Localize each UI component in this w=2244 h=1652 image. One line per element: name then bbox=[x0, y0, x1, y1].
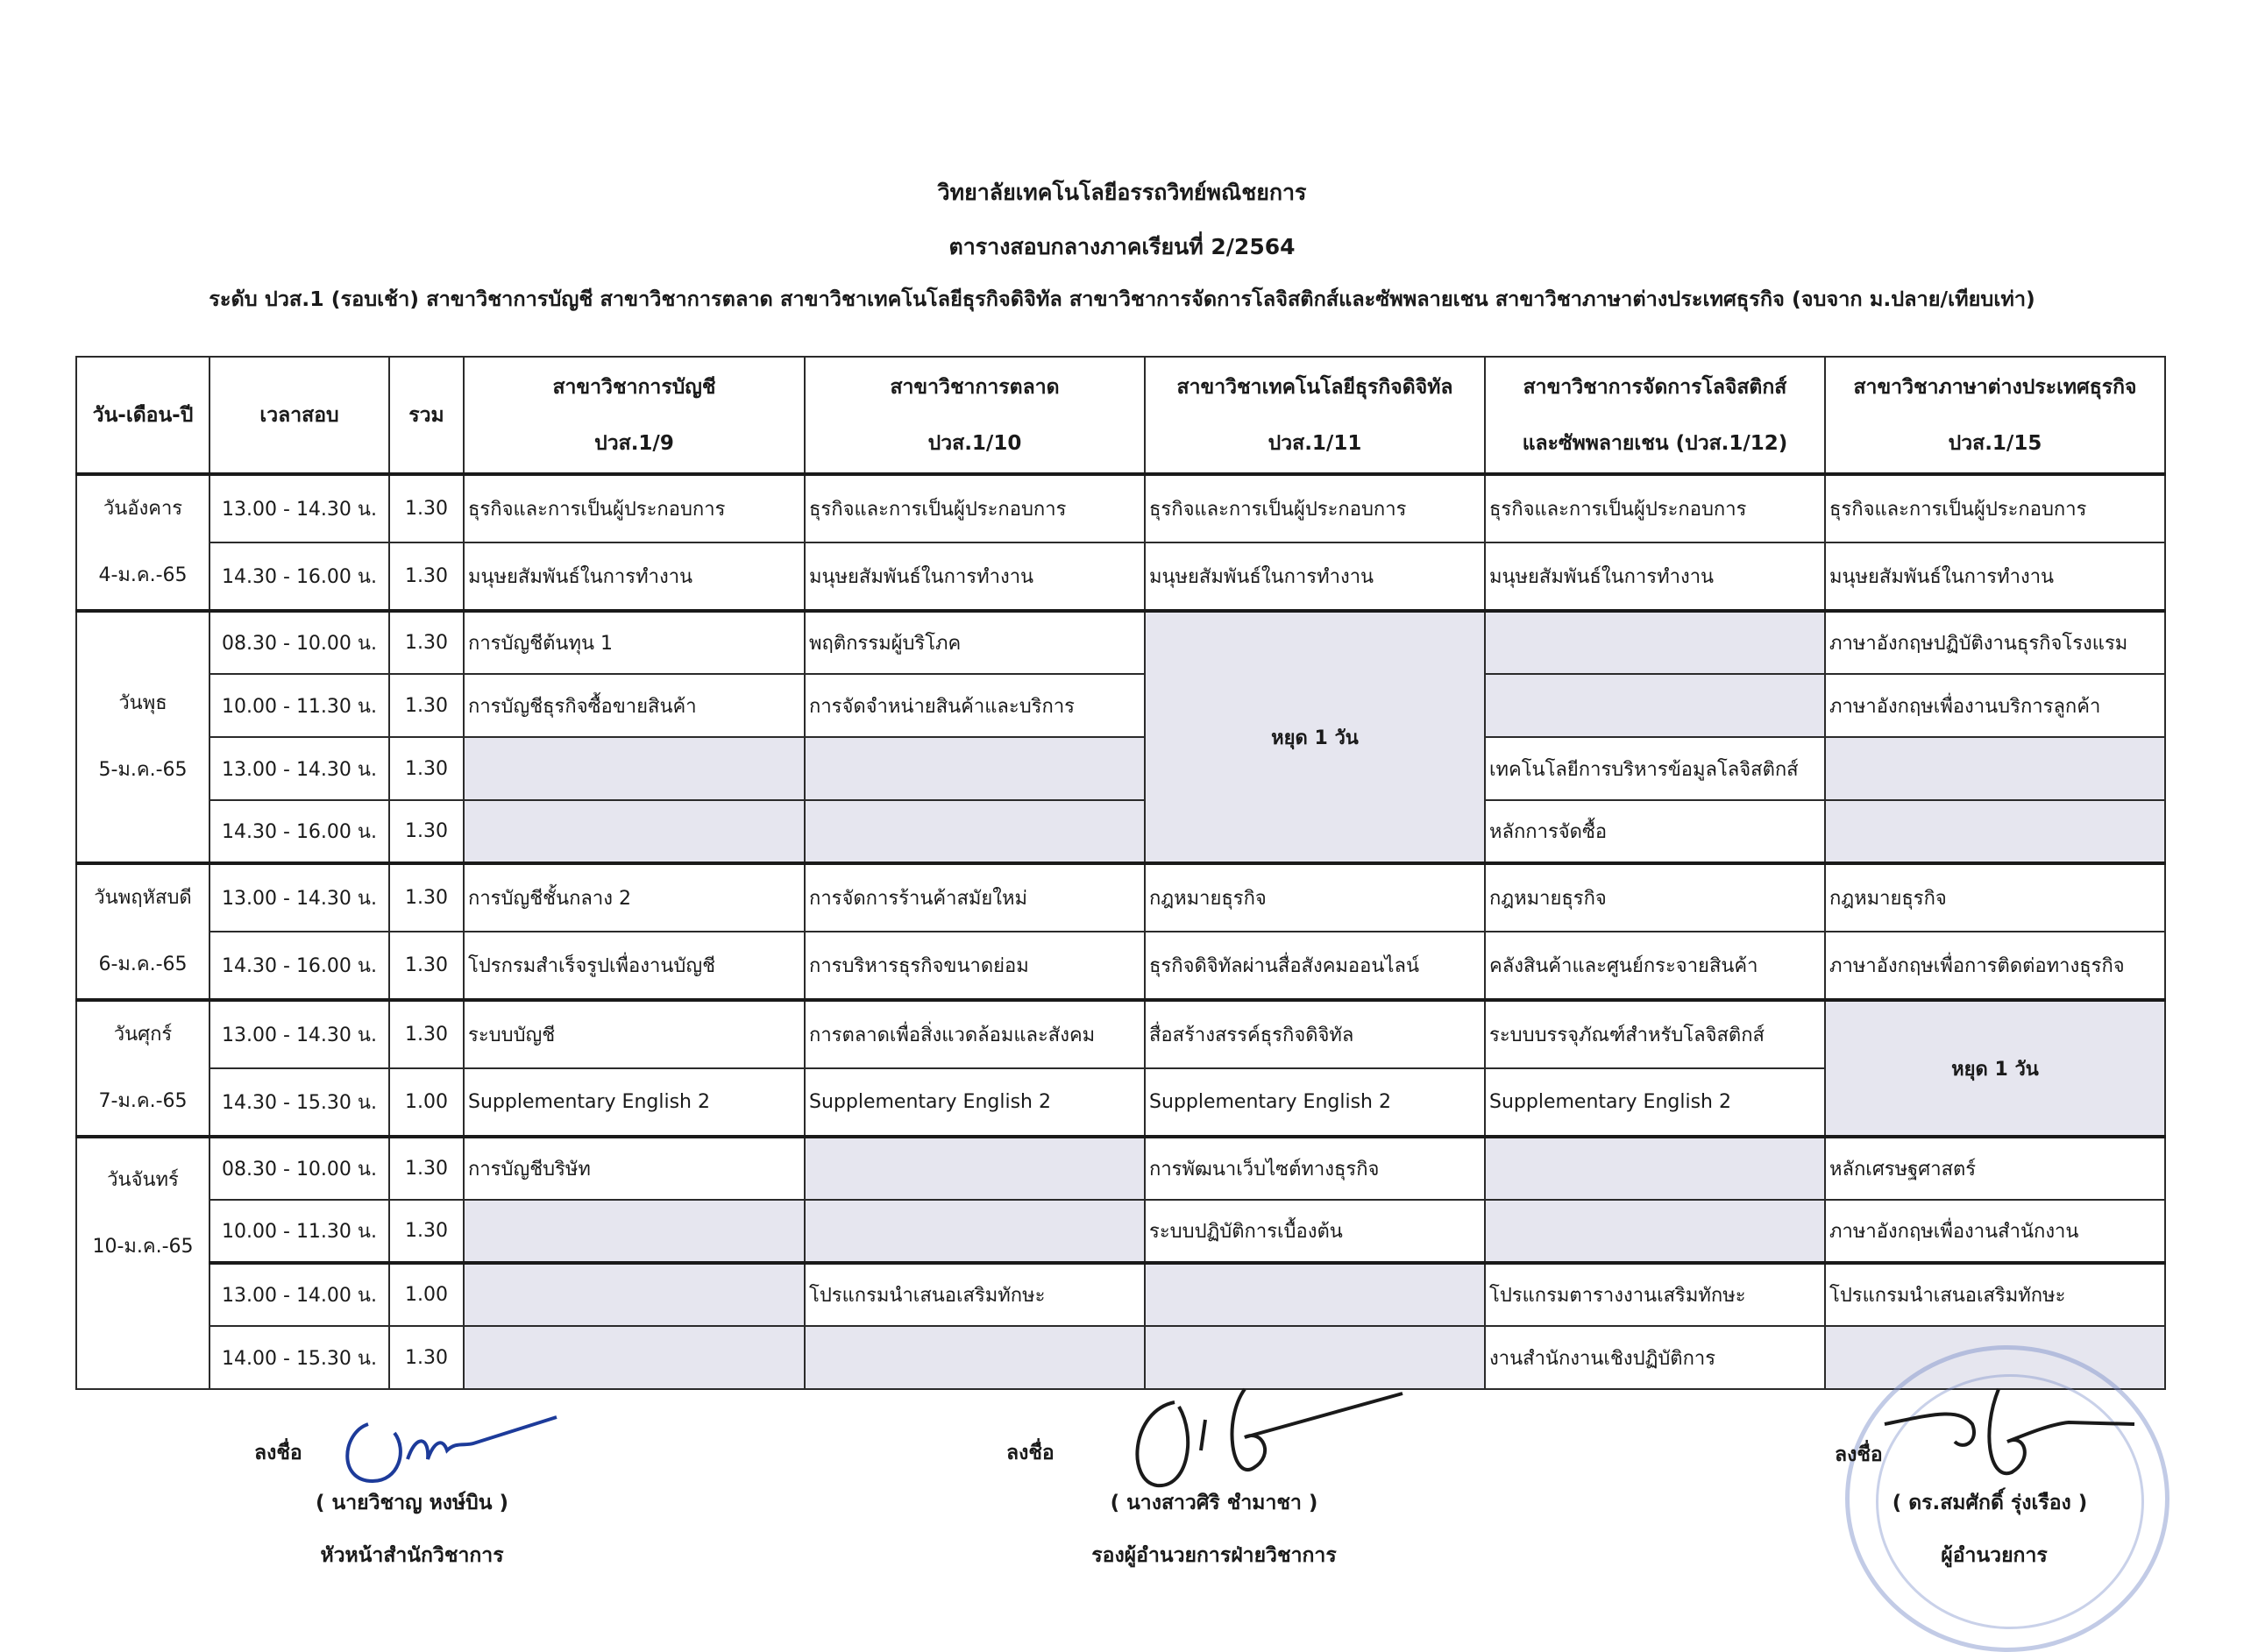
total-cell: 1.30 bbox=[389, 1137, 464, 1200]
total-cell: 1.30 bbox=[389, 800, 464, 863]
college-name: วิทยาลัยเทคโนโลยีอรรถวิทย์พณิชยการ bbox=[937, 180, 1307, 205]
col-header-marketing bbox=[805, 357, 1145, 474]
subject-cell: การบัญชีชั้นกลาง 2 bbox=[464, 863, 805, 932]
empty-cell bbox=[805, 1137, 1145, 1200]
holiday-cell: หยุด 1 วัน bbox=[1825, 1000, 2165, 1137]
time-cell: 14.00 - 15.30 น. bbox=[209, 1326, 389, 1389]
empty-cell bbox=[464, 1200, 805, 1263]
total-cell: 1.30 bbox=[389, 474, 464, 542]
subject-cell: งานสำนักงานเชิงปฏิบัติการ bbox=[1485, 1326, 1825, 1389]
day-cell bbox=[76, 474, 209, 611]
document-subtitle: ระดับ ปวส.1 (รอบเช้า) สาขาวิชาการบัญชี สาขาวิชาการตลาด สาขาวิชาเทคโนโลยีธุรกิจดิจิทัล สาขาวิชาการจัดการโลจิสติกส์และซัพพลายเชน สาขาวิชาภาษาต่างประเทศธุรกิจ (จบจาก ม.ปลาย/เทียบเท่า) bbox=[209, 287, 2035, 311]
major-group: ปวส.1/11 bbox=[1268, 431, 1362, 455]
col-header-time: เวลาสอบ bbox=[209, 357, 389, 474]
subject-cell: พฤติกรรมผู้บริโภค bbox=[805, 611, 1145, 674]
subject-cell: ธุรกิจและการเป็นผู้ประกอบการ bbox=[1825, 474, 2165, 542]
time-cell: 14.30 - 15.30 น. bbox=[209, 1068, 389, 1137]
major-name: สาขาวิชาเทคโนโลยีธุรกิจดิจิทัล bbox=[1176, 375, 1453, 399]
exam-schedule-table bbox=[75, 356, 2166, 1390]
day-date: 4-ม.ค.-65 bbox=[98, 564, 188, 586]
col-header-total: รวม bbox=[389, 357, 464, 474]
subject-cell: Supplementary English 2 bbox=[464, 1068, 805, 1137]
major-name: สาขาวิชาภาษาต่างประเทศธุรกิจ bbox=[1853, 375, 2137, 399]
subject-cell: เทคโนโลยีการบริหารข้อมูลโลจิสติกส์ bbox=[1485, 737, 1825, 800]
table-row bbox=[76, 800, 2165, 863]
empty-cell bbox=[464, 800, 805, 863]
empty-cell bbox=[464, 1263, 805, 1326]
subject-cell: มนุษยสัมพันธ์ในการทำงาน bbox=[464, 542, 805, 611]
time-cell: 13.00 - 14.30 น. bbox=[209, 1000, 389, 1068]
subject-cell: คลังสินค้าและศูนย์กระจายสินค้า bbox=[1485, 932, 1825, 1000]
subject-cell: ภาษาอังกฤษเพื่องานสำนักงาน bbox=[1825, 1200, 2165, 1263]
empty-cell bbox=[1485, 1200, 1825, 1263]
table-row bbox=[76, 932, 2165, 1000]
empty-cell bbox=[1825, 737, 2165, 800]
time-cell: 13.00 - 14.00 น. bbox=[209, 1263, 389, 1326]
subject-cell: การพัฒนาเว็บไซต์ทางธุรกิจ bbox=[1145, 1137, 1485, 1200]
col-header-date: วัน-เดือน-ปี bbox=[76, 357, 209, 474]
time-cell: 10.00 - 11.30 น. bbox=[209, 674, 389, 737]
total-cell: 1.30 bbox=[389, 737, 464, 800]
subject-cell: การบัญชีธุรกิจซื้อขายสินค้า bbox=[464, 674, 805, 737]
total-cell: 1.30 bbox=[389, 1000, 464, 1068]
subject-cell: โปรแกรมนำเสนอเสริมทักษะ bbox=[805, 1263, 1145, 1326]
table-row bbox=[76, 1137, 2165, 1200]
total-cell: 1.30 bbox=[389, 674, 464, 737]
col-header-digital-business bbox=[1145, 357, 1485, 474]
subject-cell: ภาษาอังกฤษเพื่อการติดต่อทางธุรกิจ bbox=[1825, 932, 2165, 1000]
sign-label: ลงชื่อ bbox=[254, 1442, 302, 1464]
empty-cell bbox=[464, 1326, 805, 1389]
subject-cell: ธุรกิจและการเป็นผู้ประกอบการ bbox=[1145, 474, 1485, 542]
holiday-cell: หยุด 1 วัน bbox=[1145, 611, 1485, 863]
document-title: ตารางสอบกลางภาคเรียนที่ 2/2564 bbox=[948, 234, 1296, 259]
day-date: 6-ม.ค.-65 bbox=[98, 954, 188, 975]
col-header-foreign-language bbox=[1825, 357, 2165, 474]
empty-cell bbox=[1485, 611, 1825, 674]
subject-cell: หลักเศรษฐศาสตร์ bbox=[1825, 1137, 2165, 1200]
day-name: วันจันทร์ bbox=[107, 1169, 179, 1191]
empty-cell bbox=[1485, 1137, 1825, 1200]
total-cell: 1.30 bbox=[389, 611, 464, 674]
signer-3-name: ( ดร.สมศักดิ์ รุ่งเรือง ) bbox=[1892, 1492, 2088, 1514]
day-cell bbox=[76, 863, 209, 1000]
time-cell: 14.30 - 16.00 น. bbox=[209, 542, 389, 611]
subject-cell: Supplementary English 2 bbox=[1145, 1068, 1485, 1137]
table-row bbox=[76, 1326, 2165, 1389]
subject-cell: การบัญชีบริษัท bbox=[464, 1137, 805, 1200]
empty-cell bbox=[1145, 1326, 1485, 1389]
col-header-accounting bbox=[464, 357, 805, 474]
subject-cell: โปรกรมสำเร็จรูปเพื่องานบัญชี bbox=[464, 932, 805, 1000]
table-row bbox=[76, 1263, 2165, 1326]
subject-cell: Supplementary English 2 bbox=[805, 1068, 1145, 1137]
empty-cell bbox=[1145, 1263, 1485, 1326]
subject-cell: การบริหารธุรกิจขนาดย่อม bbox=[805, 932, 1145, 1000]
signature-1 bbox=[333, 1398, 561, 1494]
major-group: ปวส.1/15 bbox=[1948, 431, 2042, 455]
table-row bbox=[76, 542, 2165, 611]
total-cell: 1.30 bbox=[389, 1326, 464, 1389]
subject-cell: การบัญชีต้นทุน 1 bbox=[464, 611, 805, 674]
day-name: วันอังคาร bbox=[103, 498, 183, 520]
total-cell: 1.30 bbox=[389, 542, 464, 611]
subject-cell: Supplementary English 2 bbox=[1485, 1068, 1825, 1137]
day-cell bbox=[76, 1137, 209, 1389]
subject-cell: กฎหมายธุรกิจ bbox=[1825, 863, 2165, 932]
total-cell: 1.00 bbox=[389, 1068, 464, 1137]
major-name: สาขาวิชาการจัดการโลจิสติกส์ bbox=[1523, 375, 1787, 399]
empty-cell bbox=[1825, 800, 2165, 863]
table-row bbox=[76, 1000, 2165, 1068]
total-cell: 1.30 bbox=[389, 1200, 464, 1263]
signer-3-role: ผู้อำนวยการ bbox=[1941, 1544, 2048, 1567]
subject-cell: หลักการจัดซื้อ bbox=[1485, 800, 1825, 863]
table-row bbox=[76, 737, 2165, 800]
total-cell: 1.30 bbox=[389, 932, 464, 1000]
major-name: สาขาวิชาการตลาด bbox=[890, 375, 1060, 399]
signer-1-name: ( นายวิชาญ หงษ์บิน ) bbox=[315, 1492, 509, 1514]
subject-cell: กฎหมายธุรกิจ bbox=[1145, 863, 1485, 932]
time-cell: 14.30 - 16.00 น. bbox=[209, 800, 389, 863]
subject-cell: ภาษาอังกฤษปฏิบัติงานธุรกิจโรงแรม bbox=[1825, 611, 2165, 674]
day-name: วันพุธ bbox=[118, 692, 167, 714]
total-cell: 1.30 bbox=[389, 863, 464, 932]
subject-cell: การจัดการร้านค้าสมัยใหม่ bbox=[805, 863, 1145, 932]
day-date: 7-ม.ค.-65 bbox=[98, 1090, 188, 1112]
major-group: และซัพพลายเชน (ปวส.1/12) bbox=[1522, 431, 1788, 455]
subject-cell: การตลาดเพื่อสิ่งแวดล้อมและสังคม bbox=[805, 1000, 1145, 1068]
time-cell: 14.30 - 16.00 น. bbox=[209, 932, 389, 1000]
day-date: 5-ม.ค.-65 bbox=[98, 759, 188, 781]
time-cell: 08.30 - 10.00 น. bbox=[209, 611, 389, 674]
signer-2-role: รองผู้อำนวยการฝ่ายวิชาการ bbox=[1091, 1544, 1337, 1567]
subject-cell: ธุรกิจและการเป็นผู้ประกอบการ bbox=[1485, 474, 1825, 542]
subject-cell: มนุษยสัมพันธ์ในการทำงาน bbox=[805, 542, 1145, 611]
day-cell bbox=[76, 1000, 209, 1137]
col-header-logistics bbox=[1485, 357, 1825, 474]
time-cell: 08.30 - 10.00 น. bbox=[209, 1137, 389, 1200]
time-cell: 10.00 - 11.30 น. bbox=[209, 1200, 389, 1263]
empty-cell bbox=[1485, 674, 1825, 737]
subject-cell: มนุษยสัมพันธ์ในการทำงาน bbox=[1145, 542, 1485, 611]
table-row bbox=[76, 474, 2165, 542]
empty-cell bbox=[805, 1326, 1145, 1389]
time-cell: 13.00 - 14.30 น. bbox=[209, 863, 389, 932]
day-cell bbox=[76, 611, 209, 863]
day-name: วันพฤหัสบดี bbox=[94, 887, 192, 909]
empty-cell bbox=[805, 1200, 1145, 1263]
signature-2 bbox=[1113, 1385, 1411, 1499]
major-name: สาขาวิชาการบัญชี bbox=[552, 375, 716, 399]
major-group: ปวส.1/10 bbox=[927, 431, 1022, 455]
empty-cell bbox=[464, 737, 805, 800]
subject-cell: ธุรกิจและการเป็นผู้ประกอบการ bbox=[464, 474, 805, 542]
subject-cell: ระบบบรรจุภัณฑ์สำหรับโลจิสติกส์ bbox=[1485, 1000, 1825, 1068]
sign-label: ลงชื่อ bbox=[1835, 1443, 1883, 1466]
subject-cell: ระบบปฏิบัติการเบื้องต้น bbox=[1145, 1200, 1485, 1263]
subject-cell: ระบบบัญชี bbox=[464, 1000, 805, 1068]
table-row bbox=[76, 674, 2165, 737]
subject-cell: ภาษาอังกฤษเพื่องานบริการลูกค้า bbox=[1825, 674, 2165, 737]
empty-cell bbox=[805, 800, 1145, 863]
subject-cell: โปรแกรมนำเสนอเสริมทักษะ bbox=[1825, 1263, 2165, 1326]
subject-cell: กฎหมายธุรกิจ bbox=[1485, 863, 1825, 932]
day-date: 10-ม.ค.-65 bbox=[92, 1236, 194, 1258]
subject-cell: โปรแกรมตารางงานเสริมทักษะ bbox=[1485, 1263, 1825, 1326]
sign-label: ลงชื่อ bbox=[1006, 1442, 1055, 1464]
subject-cell: การจัดจำหน่ายสินค้าและบริการ bbox=[805, 674, 1145, 737]
empty-cell bbox=[805, 737, 1145, 800]
signer-1-role: หัวหน้าสำนักวิชาการ bbox=[320, 1544, 504, 1567]
subject-cell: ธุรกิจดิจิทัลผ่านสื่อสังคมออนไลน์ bbox=[1145, 932, 1485, 1000]
table-row bbox=[76, 863, 2165, 932]
signature-3 bbox=[1876, 1380, 2139, 1490]
subject-cell: สื่อสร้างสรรค์ธุรกิจดิจิทัล bbox=[1145, 1000, 1485, 1068]
major-group: ปวส.1/9 bbox=[594, 431, 674, 455]
subject-cell: มนุษยสัมพันธ์ในการทำงาน bbox=[1825, 542, 2165, 611]
time-cell: 13.00 - 14.30 น. bbox=[209, 474, 389, 542]
signer-2-name: ( นางสาวศิริ ชำมาชา ) bbox=[1110, 1492, 1318, 1514]
time-cell: 13.00 - 14.30 น. bbox=[209, 737, 389, 800]
subject-cell: มนุษยสัมพันธ์ในการทำงาน bbox=[1485, 542, 1825, 611]
subject-cell: ธุรกิจและการเป็นผู้ประกอบการ bbox=[805, 474, 1145, 542]
day-name: วันศุกร์ bbox=[113, 1024, 173, 1046]
total-cell: 1.00 bbox=[389, 1263, 464, 1326]
table-row bbox=[76, 1200, 2165, 1263]
header-row bbox=[76, 357, 2165, 474]
table-row bbox=[76, 611, 2165, 674]
